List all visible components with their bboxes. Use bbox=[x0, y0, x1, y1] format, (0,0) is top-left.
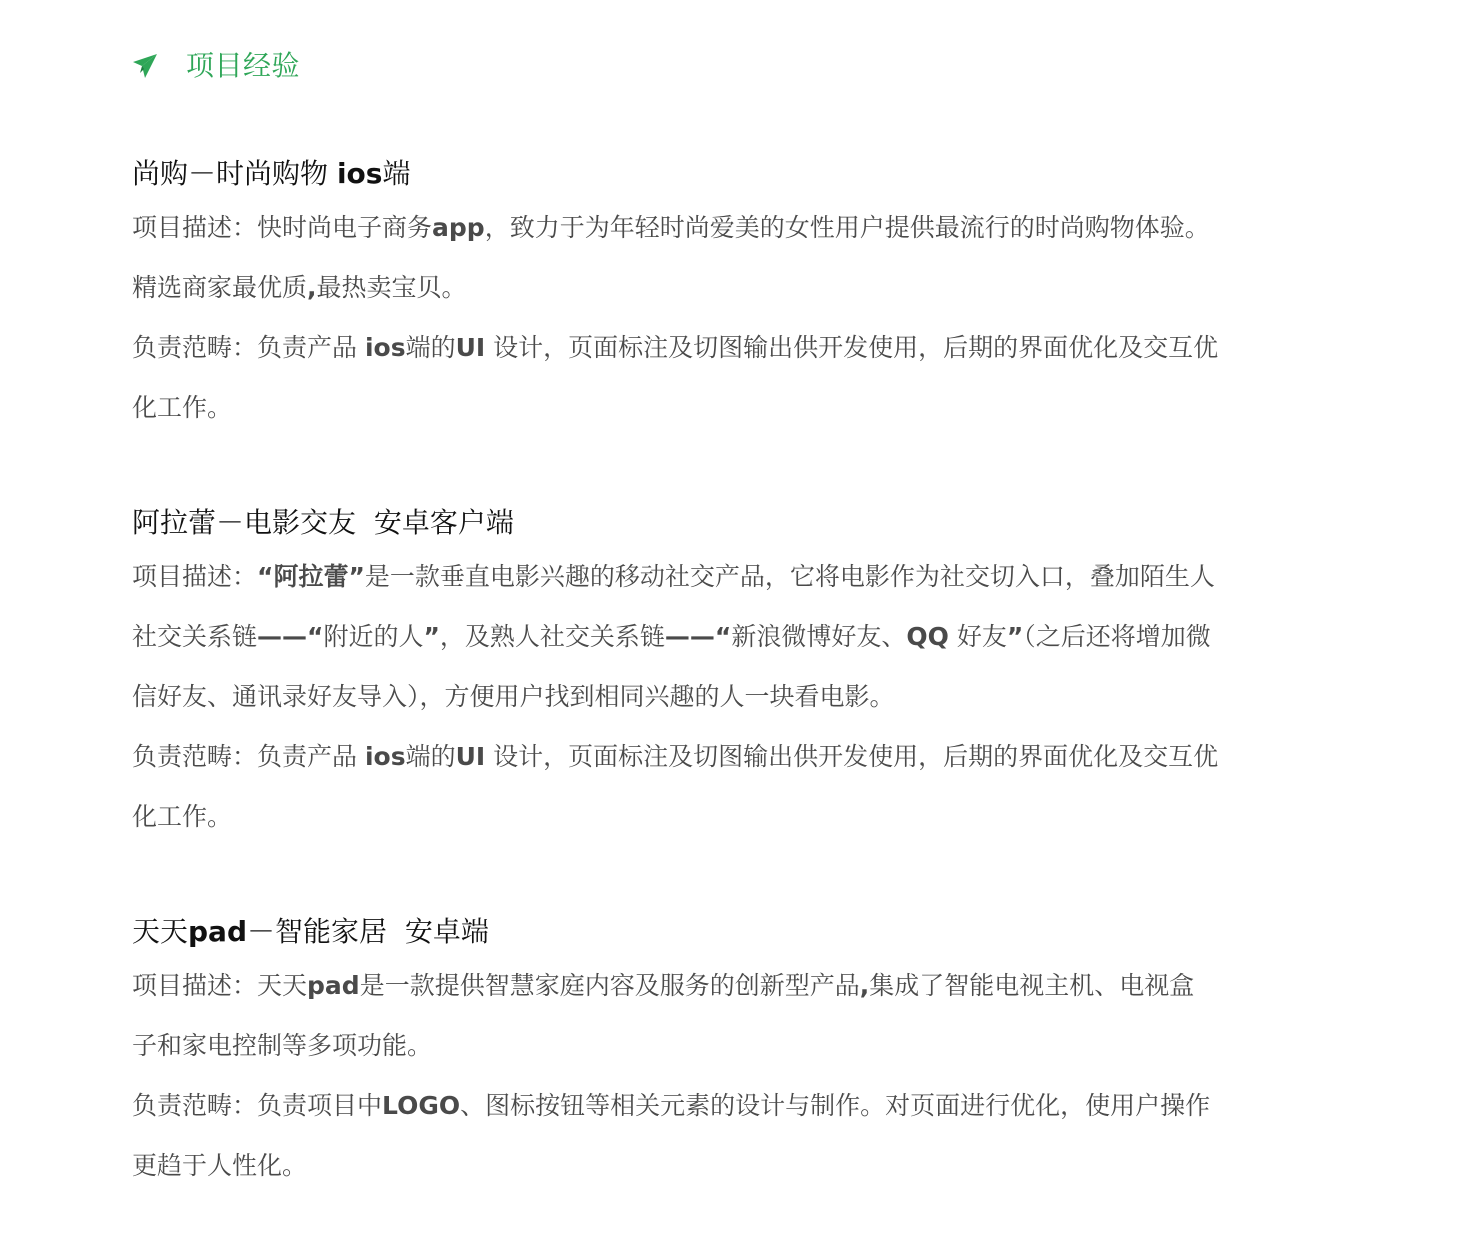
description-bold: app bbox=[432, 213, 485, 242]
section-title: 项目经验 bbox=[186, 49, 301, 82]
project-shanggou bbox=[132, 154, 1332, 438]
title-tagline: 电影交友 bbox=[244, 506, 357, 539]
description-text: （之后还将增加微 bbox=[1023, 622, 1211, 651]
responsibility-text: 化工作。 bbox=[132, 802, 233, 831]
description-label: 项目描述： bbox=[132, 971, 258, 1000]
description-text: ，致力于为年轻时尚爱美的女性用户提供最流行的时尚购物体验。 bbox=[484, 213, 1210, 242]
project-title bbox=[132, 503, 1332, 543]
title-separator: － bbox=[188, 157, 217, 190]
responsibility-text: 端的 bbox=[405, 742, 456, 771]
project-responsibility bbox=[132, 318, 1332, 438]
paper-plane-icon bbox=[132, 53, 158, 79]
description-bold: ——“ bbox=[257, 622, 324, 651]
description-text: 是一款提供智慧家庭内容及服务的创新型产品 bbox=[359, 971, 860, 1000]
responsibility-bold: ios bbox=[364, 333, 406, 362]
description-text: ，及熟人社交关系链 bbox=[439, 622, 665, 651]
description-bold: “阿拉蕾” bbox=[257, 562, 365, 591]
description-bold: ——“ bbox=[664, 622, 732, 651]
responsibility-text: 负责产品 bbox=[257, 333, 365, 362]
description-bold: ” bbox=[423, 622, 440, 651]
responsibility-label: 负责范畴： bbox=[132, 333, 258, 362]
description-text: 好友 bbox=[948, 622, 1007, 651]
section-header bbox=[132, 44, 300, 88]
project-responsibility bbox=[132, 727, 1332, 847]
description-bold: , bbox=[307, 273, 317, 302]
project-alalei bbox=[132, 503, 1332, 847]
description-bold: ” bbox=[1006, 622, 1024, 651]
responsibility-label: 负责范畴： bbox=[132, 742, 258, 771]
description-text: 是一款垂直电影兴趣的移动社交产品，它将电影作为社交切入口，叠加陌生人 bbox=[364, 562, 1215, 591]
description-bold: pad bbox=[307, 971, 360, 1000]
title-platform: 安卓客户端 bbox=[373, 506, 514, 539]
description-text: 新浪微博好友、 bbox=[731, 622, 907, 651]
description-text: 信好友、通讯录好友导入），方便用户找到相同兴趣的人一块看电影。 bbox=[132, 682, 895, 711]
title-name-bold: pad bbox=[188, 915, 247, 948]
title-tagline: 时尚购物 bbox=[216, 157, 329, 190]
responsibility-bold: UI bbox=[455, 742, 486, 771]
description-bold: QQ bbox=[906, 622, 949, 651]
responsibility-bold: UI bbox=[455, 333, 486, 362]
responsibility-text: 端的 bbox=[405, 333, 456, 362]
description-text: 社交关系链 bbox=[132, 622, 258, 651]
title-name: 阿拉蕾 bbox=[132, 506, 217, 539]
responsibility-text: 更趋于人性化。 bbox=[132, 1151, 308, 1180]
project-title bbox=[132, 912, 1332, 952]
title-platform: 安卓端 bbox=[404, 915, 489, 948]
responsibility-text: 设计，页面标注及切图输出供开发使用，后期的界面优化及交互优 bbox=[485, 742, 1219, 771]
title-platform-suffix: 端 bbox=[382, 157, 411, 190]
project-title bbox=[132, 154, 1332, 194]
project-description bbox=[132, 547, 1332, 727]
description-text: 附近的人 bbox=[323, 622, 424, 651]
description-text: 快时尚电子商务 bbox=[257, 213, 433, 242]
project-description bbox=[132, 956, 1332, 1076]
title-platform: ios bbox=[336, 157, 383, 190]
title-separator: － bbox=[216, 506, 245, 539]
description-text: 天天 bbox=[257, 971, 308, 1000]
responsibility-bold: LOGO bbox=[382, 1091, 461, 1120]
project-description bbox=[132, 198, 1332, 318]
project-responsibility bbox=[132, 1076, 1332, 1196]
responsibility-text: 化工作。 bbox=[132, 393, 233, 422]
title-name: 天天 bbox=[132, 915, 189, 948]
description-text: 子和家电控制等多项功能。 bbox=[132, 1031, 433, 1060]
title-separator: － bbox=[247, 915, 276, 948]
responsibility-text: 负责项目中 bbox=[257, 1091, 383, 1120]
responsibility-text: 负责产品 bbox=[257, 742, 365, 771]
description-text: 最热卖宝贝。 bbox=[316, 273, 467, 302]
project-tiantianpad bbox=[132, 912, 1332, 1196]
description-label: 项目描述： bbox=[132, 562, 258, 591]
description-text: 精选商家最优质 bbox=[132, 273, 308, 302]
responsibility-text: 、图标按钮等相关元素的设计与制作。对页面进行优化，使用户操作 bbox=[460, 1091, 1211, 1120]
description-text: 集成了智能电视主机、电视盒 bbox=[869, 971, 1195, 1000]
description-bold: , bbox=[859, 971, 870, 1000]
responsibility-label: 负责范畴： bbox=[132, 1091, 258, 1120]
title-name: 尚购 bbox=[132, 157, 189, 190]
responsibility-text: 设计，页面标注及切图输出供开发使用，后期的界面优化及交互优 bbox=[485, 333, 1219, 362]
title-tagline: 智能家居 bbox=[275, 915, 388, 948]
responsibility-bold: ios bbox=[364, 742, 406, 771]
description-label: 项目描述： bbox=[132, 213, 258, 242]
